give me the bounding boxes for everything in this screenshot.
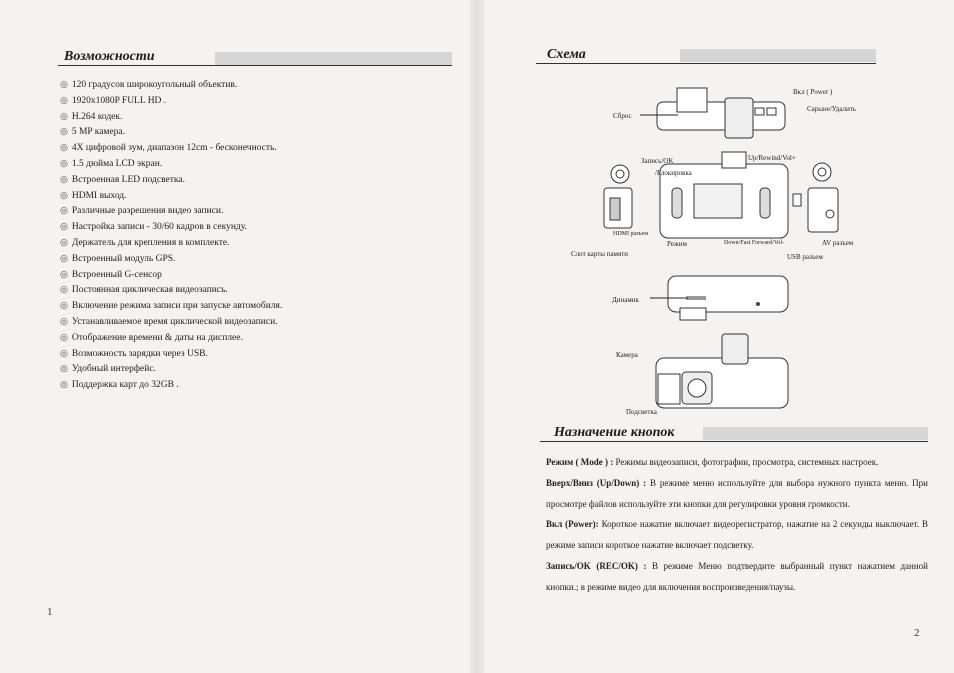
feature-text: Встроенная LED подсветка. xyxy=(71,174,185,185)
bullet-icon: ◎ xyxy=(60,348,68,359)
feature-item xyxy=(60,347,282,363)
bullet-icon: ◎ xyxy=(60,285,68,296)
section-bar xyxy=(680,49,876,62)
reset-label: Сброс xyxy=(613,112,632,120)
feature-text: 5 MP камера. xyxy=(71,127,125,138)
bullet-icon: ◎ xyxy=(60,316,68,327)
section-underline xyxy=(58,65,452,66)
feature-text: Отображение времени & даты на дисплее. xyxy=(71,332,243,343)
feature-item xyxy=(60,78,282,94)
section-bar xyxy=(703,427,928,440)
lock-label: /Блокировка xyxy=(655,169,692,177)
feature-text: Поддержка карт до 32GB . xyxy=(71,380,179,391)
feature-item xyxy=(60,125,282,141)
feature-text: Устанавливаемое время циклической видеозаписи. xyxy=(71,316,278,327)
bullet-icon: ◎ xyxy=(60,301,68,312)
bullet-icon: ◎ xyxy=(60,127,68,138)
feature-item xyxy=(60,252,282,268)
feature-text: 4X цифровой зум, диапазон 12cm - бесконечность. xyxy=(71,143,277,154)
feature-text: Постоянная циклическая видеозапись. xyxy=(71,285,228,296)
feature-item xyxy=(60,189,282,205)
button-desc-power: Вкл (Power): Короткое нажатие включает видеорегистратор, нажатие на 2 секунды выключает. В режиме записи короткое нажатие включает подсветку. xyxy=(546,519,929,551)
bullet-icon: ◎ xyxy=(60,80,68,90)
bullet-icon: ◎ xyxy=(60,190,68,201)
page-number: 1 xyxy=(47,606,53,618)
rec-ok-label: Запись/OK xyxy=(641,157,674,165)
feature-item xyxy=(60,315,282,331)
delete-label: Сарыне/Удалить xyxy=(807,105,856,113)
speaker-label: Динамик xyxy=(612,296,639,304)
features-list xyxy=(60,78,282,394)
bullet-icon: ◎ xyxy=(60,237,68,248)
button-desc-mode: Режим ( Mode ) : Режимы видеозаписи, фотографии, просмотра, системных настроек. xyxy=(546,457,879,467)
bullet-icon: ◎ xyxy=(60,222,68,233)
bullet-icon: ◎ xyxy=(60,95,68,106)
usb-label: USB разъем xyxy=(787,253,823,261)
bullet-icon: ◎ xyxy=(60,206,68,217)
device-back-view xyxy=(654,332,790,416)
bullet-icon: ◎ xyxy=(60,143,68,154)
feature-text: Встроенный модуль GPS. xyxy=(71,253,176,264)
button-desc-updown: Вверх/Вниз (Up/Down) : В режиме меню используйте для выбора нужного пункта меню. При просмотре файлов используйте эти кнопки для регулировки уровня громкости. xyxy=(546,477,929,509)
feature-text: 120 градусов широкоугольный объектив. xyxy=(71,80,238,90)
schema-title: Схема xyxy=(547,47,586,62)
feature-item xyxy=(60,236,282,252)
av-label: AV разъем xyxy=(822,239,854,247)
reset-pointer xyxy=(640,105,680,125)
feature-item xyxy=(60,378,282,394)
bullet-icon: ◎ xyxy=(60,174,68,185)
bullet-icon: ◎ xyxy=(60,364,68,375)
features-title: Возможности xyxy=(64,49,155,64)
feature-item xyxy=(60,362,282,378)
feature-item xyxy=(60,331,282,347)
feature-text: H.264 кодек. xyxy=(71,111,123,122)
bullet-icon: ◎ xyxy=(60,332,68,343)
feature-item xyxy=(60,141,282,157)
feature-text: Включение режима записи при запуске автомобиля. xyxy=(71,301,283,312)
feature-text: 1920x1080P FULL HD . xyxy=(71,95,167,106)
bullet-icon: ◎ xyxy=(60,269,68,280)
feature-item xyxy=(60,268,282,284)
backlight-label: Подсветка xyxy=(626,408,657,416)
feature-text: Встроенный G-сенсор xyxy=(71,269,162,280)
button-desc-rec: Запись/OK (REC/OK) : В режиме Меню подтвердите выбранный пункт нажатием данной кнопки.; в режиме видео для включения воспроизведения/паузы. xyxy=(546,560,928,592)
feature-text: 1.5 дюйма LCD экран. xyxy=(71,158,163,169)
feature-item xyxy=(60,299,282,315)
section-underline xyxy=(536,63,876,64)
feature-item xyxy=(60,94,282,110)
feature-text: Удобный интерфейс. xyxy=(71,364,156,375)
feature-item xyxy=(60,173,282,189)
bullet-icon: ◎ xyxy=(60,253,68,264)
power-label: Вкл ( Power ) xyxy=(793,88,833,96)
bullet-icon: ◎ xyxy=(60,111,68,122)
feature-text: Возможность зарядки через USB. xyxy=(71,348,208,359)
book-gutter xyxy=(470,0,484,673)
card-slot-label: Слот карты памяти xyxy=(571,250,629,258)
feature-text: HDMI выход. xyxy=(71,190,127,201)
section-bar xyxy=(215,52,452,65)
camera-label: Камера xyxy=(616,351,638,359)
bullet-icon: ◎ xyxy=(60,158,68,169)
feature-text: Держатель для крепления в комплекте. xyxy=(71,237,230,248)
hdmi-label: HDMI разъем xyxy=(613,231,648,237)
section-underline xyxy=(540,441,928,442)
device-front-view xyxy=(598,148,858,244)
feature-item xyxy=(60,283,282,299)
feature-item xyxy=(60,157,282,173)
down-ff-label: Down/Fast Forward/Vol- xyxy=(724,240,785,246)
up-rewind-label: Up/Rewind/Vol+ xyxy=(748,154,796,162)
feature-text: Настройка записи - 30/60 кадров в секунду. xyxy=(71,222,247,233)
buttons-title: Назначение кнопок xyxy=(554,425,675,440)
mode-label: Режим xyxy=(667,240,687,248)
feature-text: Различные разрешения видео записи. xyxy=(71,206,224,217)
feature-item xyxy=(60,204,282,220)
buttons-description xyxy=(546,452,928,598)
feature-item xyxy=(60,110,282,126)
speaker-pointer xyxy=(650,290,690,306)
bullet-icon: ◎ xyxy=(60,380,68,391)
feature-item xyxy=(60,220,282,236)
page-number: 2 xyxy=(914,627,920,639)
